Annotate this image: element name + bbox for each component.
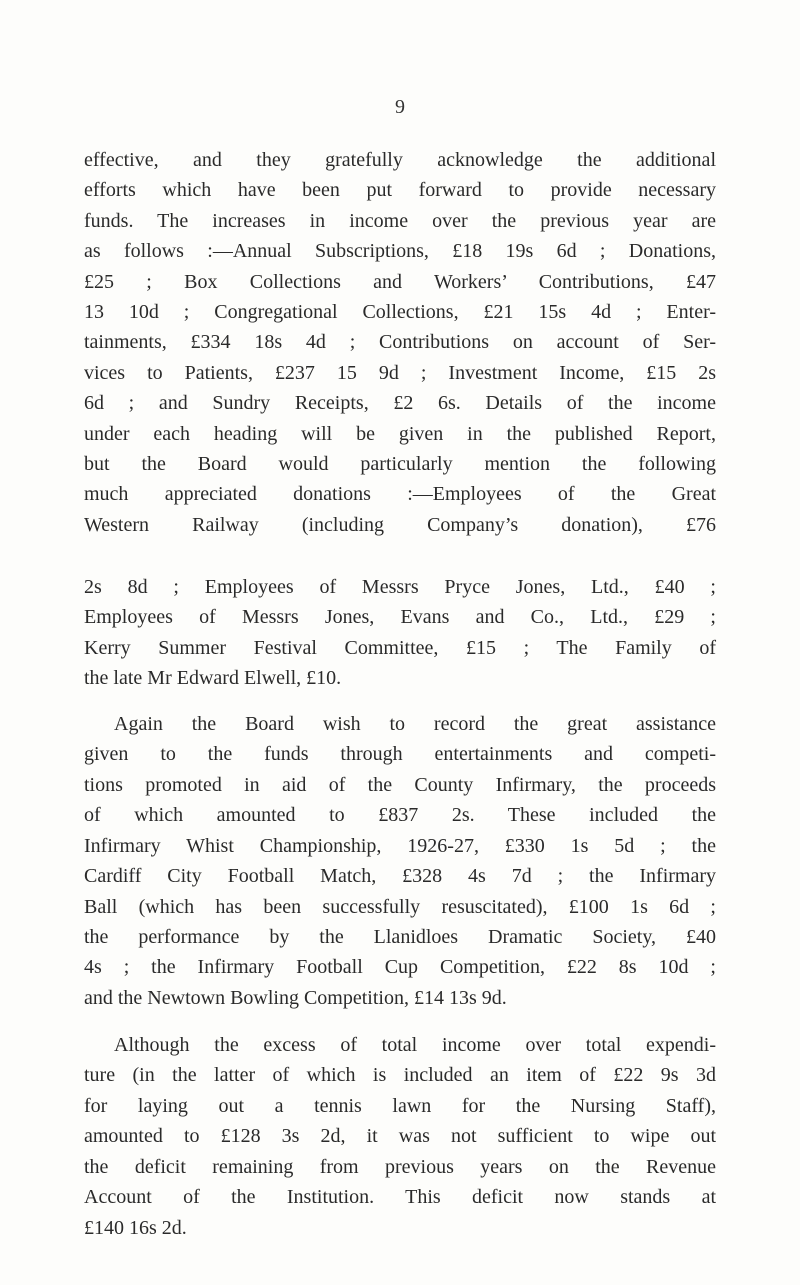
text-line: and the Newtown Bowling Competition, £14 13s 9d. bbox=[84, 987, 507, 1009]
text-line: the performance by the Llanidloes Dramatic Society, £40 bbox=[84, 926, 716, 948]
text-line: Account of the Institution. This deficit now stands at bbox=[84, 1186, 716, 1208]
text-line: of which amounted to £837 2s. These included the bbox=[84, 804, 716, 826]
page-number: 9 bbox=[395, 96, 405, 118]
text-line: amounted to £128 3s 2d, it was not sufficient to wipe out bbox=[84, 1125, 716, 1147]
text-line: 4s ; the Infirmary Football Cup Competition, £22 8s 10d ; bbox=[84, 956, 716, 978]
text-line: as follows :—Annual Subscriptions, £18 19s 6d ; Donations, bbox=[84, 240, 716, 262]
text-line: effective, and they gratefully acknowledge the additional bbox=[84, 149, 716, 171]
text-line: tainments, £334 18s 4d ; Contributions on account of Ser- bbox=[84, 331, 716, 353]
text-line: Employees of Messrs Jones, Evans and Co., Ltd., £29 ; bbox=[84, 606, 716, 628]
text-line: Again the Board wish to record the great assistance bbox=[114, 713, 716, 735]
text-line: the late Mr Edward Elwell, £10. bbox=[84, 667, 342, 689]
text-line: the deficit remaining from previous years on the Revenue bbox=[84, 1156, 716, 1178]
text-line: for laying out a tennis lawn for the Nursing Staff), bbox=[84, 1095, 716, 1117]
text-line: efforts which have been put forward to provide necessary bbox=[84, 179, 716, 201]
text-line: but the Board would particularly mention the following bbox=[84, 453, 716, 475]
text-line: under each heading will be given in the published Report, bbox=[84, 423, 716, 445]
text-line: 13 10d ; Congregational Collections, £21 15s 4d ; Enter- bbox=[84, 301, 716, 323]
text-line: ture (in the latter of which is included an item of £22 9s 3d bbox=[84, 1064, 716, 1086]
text-line: Kerry Summer Festival Committee, £15 ; The Family of bbox=[84, 637, 716, 659]
text-line: Although the excess of total income over total expendi- bbox=[114, 1034, 716, 1056]
text-line: much appreciated donations :—Employees of the Great bbox=[84, 483, 716, 505]
text-line: Infirmary Whist Championship, 1926-27, £330 1s 5d ; the bbox=[84, 835, 716, 857]
text-line: tions promoted in aid of the County Infirmary, the proceeds bbox=[84, 774, 716, 796]
text-line: Western Railway (including Company’s donation), £76 bbox=[84, 514, 716, 536]
text-line: £140 16s 2d. bbox=[84, 1217, 187, 1239]
text-line: Ball (which has been successfully resuscitated), £100 1s 6d ; bbox=[84, 896, 716, 918]
text-line: funds. The increases in income over the previous year are bbox=[84, 210, 716, 232]
text-line: vices to Patients, £237 15 9d ; Investment Income, £15 2s bbox=[84, 362, 716, 384]
text-line: given to the funds through entertainments and competi- bbox=[84, 743, 716, 765]
text-line: 2s 8d ; Employees of Messrs Pryce Jones, Ltd., £40 ; bbox=[84, 576, 716, 598]
text-line: Cardiff City Football Match, £328 4s 7d ; the Infirmary bbox=[84, 865, 716, 887]
text-line: 6d ; and Sundry Receipts, £2 6s. Details of the income bbox=[84, 392, 716, 414]
text-line: £25 ; Box Collections and Workers’ Contributions, £47 bbox=[84, 271, 716, 293]
